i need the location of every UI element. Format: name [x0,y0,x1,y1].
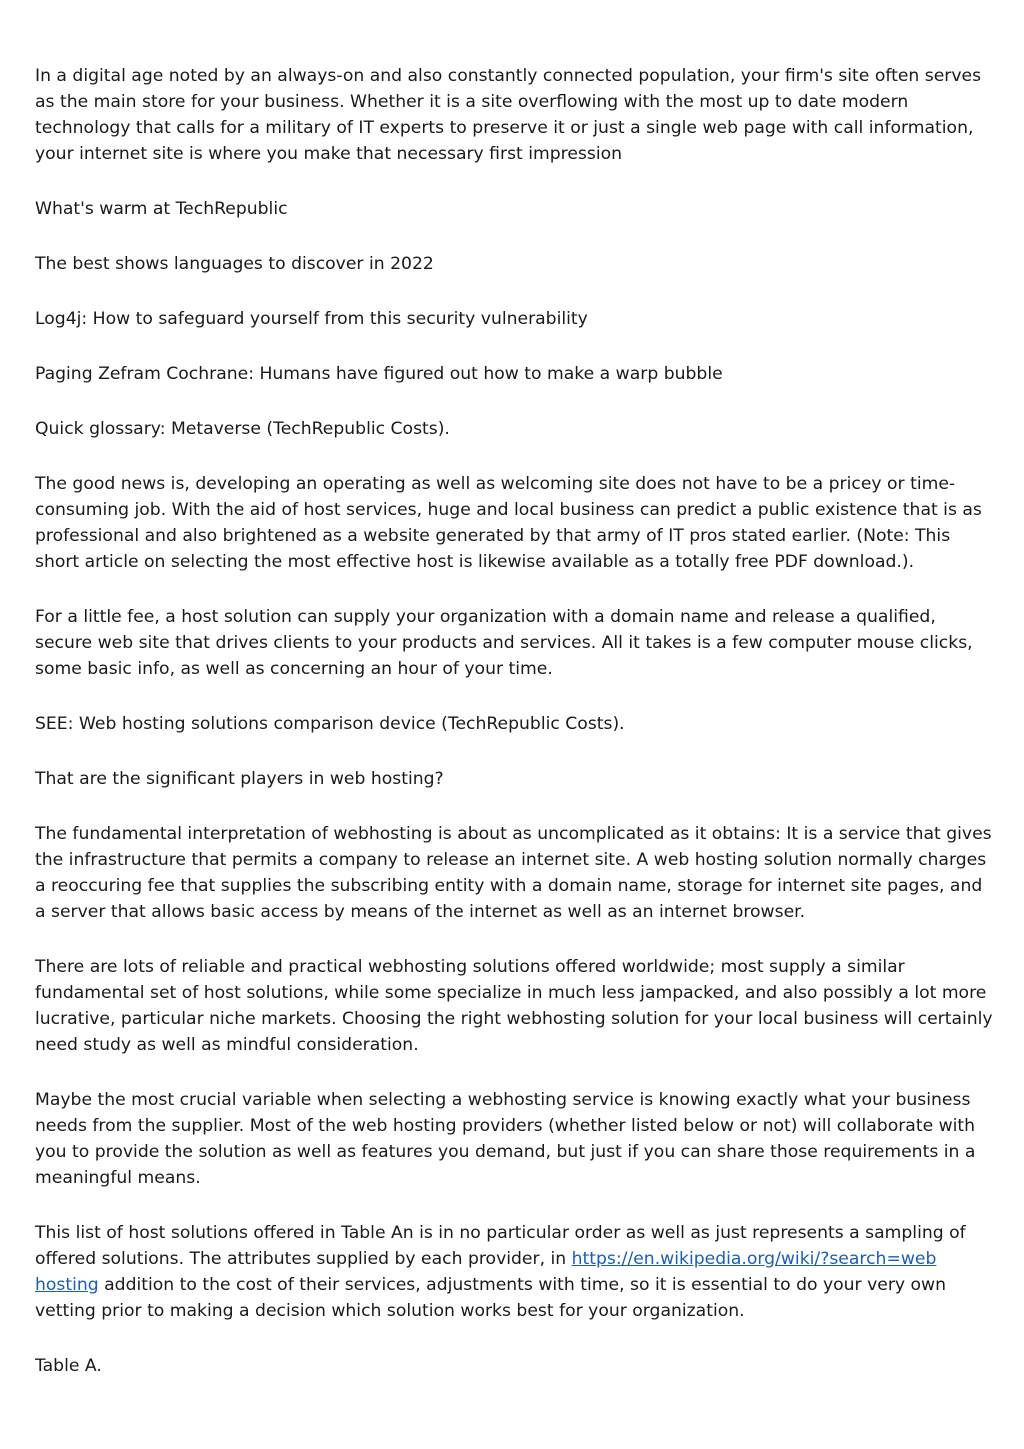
related-item-metaverse: Quick glossary: Metaverse (TechRepublic Costs). [35,419,450,439]
little-fee-paragraph: For a little fee, a host solution can supply your organization with a domain name and release a qualified, secure web site that drives clients to your products and services. All it takes is a few computer mouse clicks, some basic info, as well as concerning an hour of your time. [35,607,973,679]
see-comparison-paragraph: SEE: Web hosting solutions comparison device (TechRepublic Costs). [35,714,625,734]
table-list-paragraph [35,1220,993,1324]
definition-paragraph: The fundamental interpretation of webhosting is about as uncomplicated as it obtains: It is a service that gives the infrastructure that permits a company to release an internet site. A web hosting solution normally charges a reoccuring fee that supplies the subscribing entity with a domain name, storage for internet site pages, and a server that allows basic access by means of the internet as well as an internet browser. [35,824,992,922]
table-list-text-after: addition to the cost of their services, adjustments with time, so it is essential to do your very own vetting prior to making a decision which solution works best for your organization. [35,1275,946,1321]
wikipedia-link[interactable]: https://en.wikipedia.org/wiki/?search=web hosting [35,1249,937,1295]
related-item-log4j: Log4j: How to safeguard yourself from this security vulnerability [35,309,588,329]
crucial-variable-paragraph: Maybe the most crucial variable when selecting a webhosting service is knowing exactly what your business needs from the supplier. Most of the web hosting providers (whether listed below or not) will collaborate with you to provide the solution as well as features you demand, but just if you can share those requirements in a meaningful means. [35,1090,976,1188]
good-news-paragraph: The good news is, developing an operating as well as welcoming site does not have to be a pricey or time-consuming job. With the aid of host services, huge and local business can predict a public existence that is as professional and also brightened as a website generated by that army of IT pros stated earlier. (Note: This short article on selecting the most effective host is likewise available as a totally free PDF download.). [35,474,982,572]
document-body [35,63,993,1408]
related-item-warp-bubble: Paging Zefram Cochrane: Humans have figured out how to make a warp bubble [35,364,723,384]
intro-paragraph: In a digital age noted by an always-on and also constantly connected population, your firm's site often serves as the main store for your business. Whether it is a site overflowing with the most up to date modern technology that calls for a military of IT experts to preserve it or just a single web page with call information, your internet site is where you make that necessary first impression [35,66,982,164]
related-item-languages: The best shows languages to discover in 2022 [35,254,434,274]
table-a-label: Table A. [35,1356,102,1376]
solutions-paragraph: There are lots of reliable and practical webhosting solutions offered worldwide; most supply a similar fundamental set of host solutions, while some specialize in much less jampacked, and also possibly a lot more lucrative, particular niche markets. Choosing the right webhosting solution for your local business will certainly need study as well as mindful consideration. [35,957,993,1055]
table-list-text-before: This list of host solutions offered in Table An is in no particular order as well as just represents a sampling of offered solutions. The attributes supplied by each provider, in [35,1223,966,1269]
section-heading-whats-warm: What's warm at TechRepublic [35,199,288,219]
players-question: That are the significant players in web hosting? [35,769,444,789]
